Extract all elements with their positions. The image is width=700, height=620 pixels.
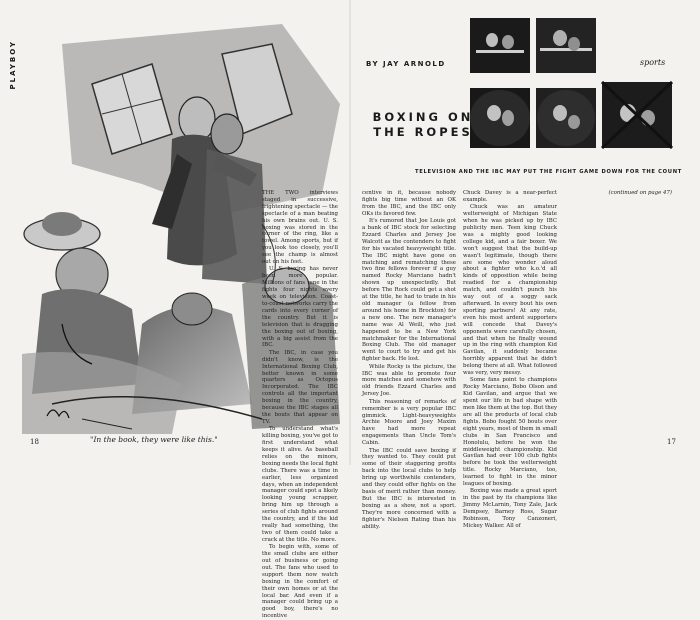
paragraph: This reasoning of remarks of remember is a very popular IBC gimmick. Light-heavyweights Archie Moore and Joey Maxim have had more repeat engagements than Uncle Tom's Cabin. — [362, 398, 456, 447]
title-line-1: BOXING ON — [372, 110, 474, 124]
page-gutter — [349, 0, 351, 465]
continued-line: (continued on page 47) — [608, 190, 672, 196]
text-column-1 — [262, 190, 338, 620]
paragraph: U. S. boxing has never been more popular. Millions of fans tune in the fights four nights every week on television. Coast-to-coast networks carry the cards into every corner of the country. But it is television that is dragging the boxing out of boxing, with a big assist from the IBC. — [262, 266, 338, 349]
title-line-2: THE ROPES — [373, 125, 473, 139]
section-label: sports — [640, 58, 666, 67]
page-number-left: 18 — [30, 438, 39, 446]
page-number-right: 17 — [667, 438, 676, 446]
paragraph: centive in it, because nobody fights big time without an OK from the IBC, and the IBC only OKs its favored few. — [362, 190, 456, 217]
fight-photo-montage — [470, 18, 675, 150]
text-column-4 — [568, 190, 672, 440]
illustration-caption: "In the book, they were like this." — [90, 435, 218, 444]
byline: BY JAY ARNOLD — [366, 60, 446, 68]
paragraph: The IBC, in case you didn't know, is the International Boxing Club, better known in some quarters as Octopus Incorporated. The IBC controls all the important boxing in the country, because the IBC stages all the bouts that appear on TV. — [262, 349, 338, 425]
paragraph: THE TWO interviews staged in successive, frightening spectacle — the spectacle of a man beating his own brains out. U. S. boxing was stored in the corner of the ring, like a towel. Among sports, but if you look too closely, you'll see the champ is almost out on his feet. — [262, 190, 338, 266]
text-column-2 — [362, 190, 456, 530]
text-column-3 — [463, 190, 557, 529]
paragraph: Chuck Davey is a near-perfect example. — [463, 190, 557, 203]
paragraph: Boxing was made a great sport in the past by its champions like Jimmy McLarnin, Tony Zale, Jack Dempsey, Barney Ross, Sugar Robinson, Tony Canzoneri, Mickey Walker. All of — [463, 488, 557, 529]
paragraph: To understand what's killing boxing, you've got to first understand what keeps it alive. As baseball relies on the minors, boxing needs the local fight clubs. There was a time in earlier, less organized days, when an independent manager could spot a likely looking young scrapper, bring him up through a series of club fights around the country, and if the kid really had something, the two of them could take a crack at the title. No more. — [262, 426, 338, 543]
article-title — [368, 110, 478, 140]
paragraph: The IBC could save boxing if they wanted to. They could put some of their staggering profits back into the local clubs to help bring up worthwhile contenders, and they could offer fights on the basis of merit rather than money. But the IBC is interested in boxing as a show, not a sport. They're more concerned with a fighter's Nielsen Rating than his ability. — [362, 447, 456, 530]
article-deck: TELEVISION AND THE IBC MAY PUT THE FIGHT GAME DOWN FOR THE COUNT — [414, 169, 682, 175]
paragraph: It's rumored that Joe Louis got a bank of IBC stock for selecting Ezzard Charles and Jersey Joe Walcott as the contenders to fight for his vacated heavyweight title. The IBC might have gone on matching and rematching these two fine fellows forever if a guy named Rocky Marciano hadn't shown up unexpectedly. But before The Rock could get a shot at the title, he had to trade in his old manager (a fellow from around his home in Brockton) for a new one. The new manager's name was Al Weill, who just happened to be a New York matchmaker for the International Boxing Club. The old manager went to court to try and get his fighter back. He lost. — [362, 218, 456, 363]
paragraph: Some fans point to champions Rocky Marciano, Bobo Olson and Kid Gavilan, and argue that we spent our life in bad shape with men like them at the top. But they are all the products of local club fights. Bobo fought 50 bouts over eight years, most of them in small clubs in San Francisco and Honolulu, before he won the middleweight championship. Kid Gavilan had over 100 club fights before he took the welterweight title. Rocky Marciano, too, learned to fight in the minor leagues of boxing. — [463, 377, 557, 488]
paragraph: To begin with, some of the small clubs are either out of business or going out. The fans who used to support them now watch boxing in the comfort of their own homes or at the local bar. And even if a manager could bring up a good boy, there's no incentive — [262, 544, 338, 620]
paragraph: Chuck was an amateur welterweight of Michigan State when he was picked up by IBC publicity men. Teen king Chuck was a mighty good looking college kid, and a fair boxer. We won't suggest that the build-up wasn't legitimate, though there are some who wonder aloud about a fighter who k.o.'d all kinds of opposition while being readied for a championship match, and couldn't punch his way out of a soggy sack afterward. In every bout his own sporting partners! At any rate, even his most ardent supporters will concede that Davey's opponents were carefully chosen, and that when he finally wound up in the ring with champion Kid Gavilan, it suddenly became horribly apparent that he didn't belong there at all. What followed was very, very messy. — [463, 204, 557, 377]
paragraph: While Rocky is the picture, the IBC was able to promote four more matches and somehow with old friends Ezzard Charles and Jersey Joe. — [362, 363, 456, 398]
running-head: PLAYBOY — [9, 40, 17, 90]
